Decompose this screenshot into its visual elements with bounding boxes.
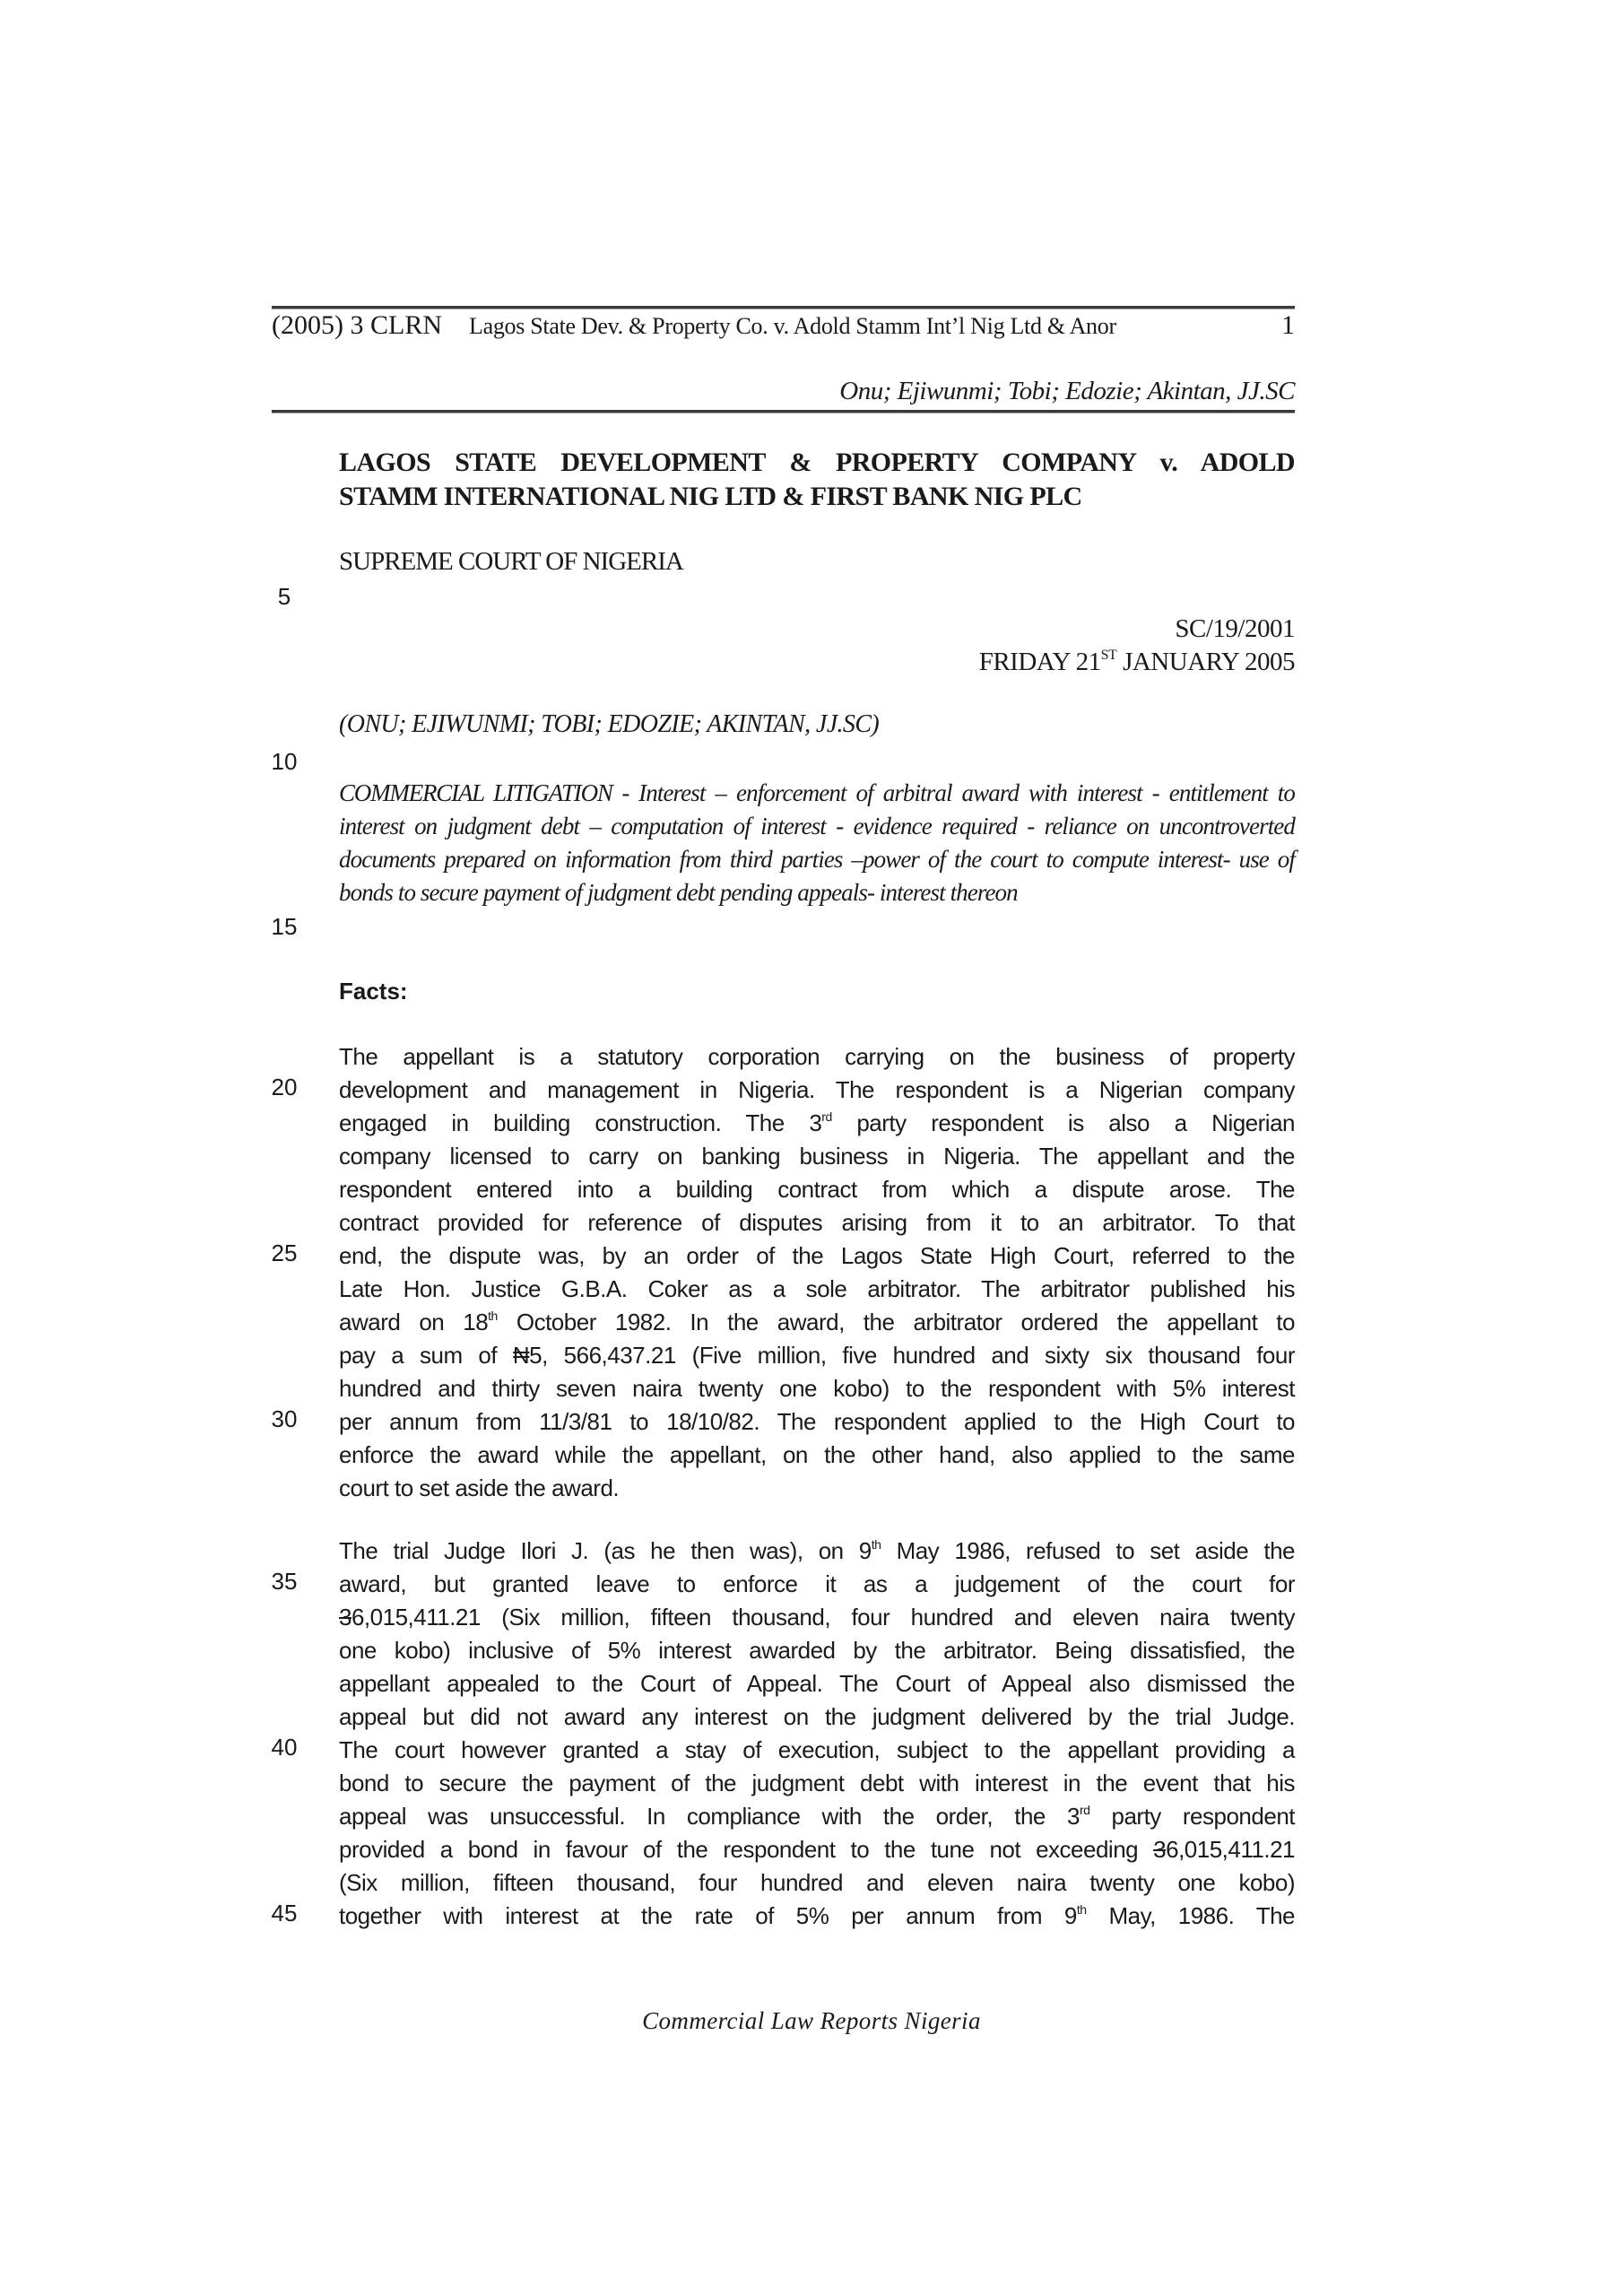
text-line: provided a bond in favour of the respondent to the tune not exceeding 36,015,411.21 <box>339 1836 1295 1863</box>
judgment-date: FRIDAY 21ST JANUARY 2005 <box>978 648 1295 676</box>
catchwords-heading: COMMERCIAL LITIGATION - <box>339 779 629 806</box>
text-line: hundred and thirty seven naira twenty one kobo) to the respondent with 5% interest <box>339 1375 1295 1402</box>
text-line: respondent entered into a building contract from which a dispute arose. The <box>339 1176 1295 1203</box>
case-title <box>339 446 1295 514</box>
facts-paragraph-2 <box>339 1535 1295 1933</box>
text-line: The court however granted a stay of execution, subject to the appellant providing a <box>339 1736 1295 1763</box>
running-header <box>272 310 1295 346</box>
text-line: appeal was unsuccessful. In compliance with the order, the 3rd party respondent <box>339 1803 1295 1830</box>
text-line: bond to secure the payment of the judgment debt with interest in the event that his <box>339 1770 1295 1796</box>
text-line: appellant appealed to the Court of Appeal. The Court of Appeal also dismissed the <box>339 1670 1295 1697</box>
ordinal-suffix: th <box>488 1309 498 1323</box>
ordinal-suffix: th <box>871 1537 881 1552</box>
case-title-line-2: STAMM INTERNATIONAL NIG LTD & FIRST BANK NIG PLC <box>339 482 1082 511</box>
line-number: 10 <box>271 748 298 775</box>
text-line: end, the dispute was, by an order of the Lagos State High Court, referred to the <box>339 1242 1295 1269</box>
header-judges: Onu; Ejiwunmi; Tobi; Edozie; Akintan, JJ.SC <box>839 377 1295 405</box>
text-line: appeal but did not award any interest on the judgment delivered by the trial Judge. <box>339 1703 1295 1730</box>
coram: (ONU; EJIWUNMI; TOBI; EDOZIE; AKINTAN, JJ.SC) <box>339 710 880 738</box>
text-line: engaged in building construction. The 3rd party respondent is also a Nigerian <box>339 1109 1295 1136</box>
line-number: 20 <box>271 1074 298 1100</box>
ordinal-suffix: rd <box>1079 1803 1090 1817</box>
suit-number: SC/19/2001 <box>1175 614 1295 643</box>
line-number: 45 <box>271 1900 298 1926</box>
header-top-rule <box>272 306 1295 309</box>
line-number: 30 <box>271 1405 298 1432</box>
text-line: enforce the award while the appellant, on the other hand, also applied to the same <box>339 1441 1295 1468</box>
header-bottom-rule <box>272 410 1295 413</box>
suit-details <box>979 613 1295 679</box>
currency-symbol: 3 <box>1153 1836 1167 1863</box>
catchwords <box>339 777 1295 909</box>
catchwords-text: Interest – enforcement of arbitral award with interest - entitlement to interest on judgment debt – computation of interest - evidence required - reliance on uncontroverted documents prepared on information from third parties –power of the court to compute interest- use of bonds to secure payment of judgment debt pending appeals- interest thereon <box>339 779 1296 906</box>
ordinal-suffix: th <box>1076 1902 1087 1917</box>
text-line: development and management in Nigeria. The respondent is a Nigerian company <box>339 1076 1295 1103</box>
ordinal-suffix: rd <box>821 1109 832 1124</box>
court-name: SUPREME COURT OF NIGERIA <box>339 547 683 576</box>
page-number: 1 <box>1281 310 1295 340</box>
footer-publication: Commercial Law Reports Nigeria <box>642 2007 981 2034</box>
text-line: award, but granted leave to enforce it as a judgement of the court for <box>339 1570 1295 1597</box>
text-line: one kobo) inclusive of 5% interest awarded by the arbitrator. Being dissatisfied, the <box>339 1637 1295 1664</box>
text-line: (Six million, fifteen thousand, four hundred and eleven naira twenty one kobo) <box>339 1869 1295 1896</box>
citation: (2005) 3 CLRN <box>272 310 442 340</box>
text-line: 36,015,411.21 (Six million, fifteen thousand, four hundred and eleven naira twenty <box>339 1604 1295 1631</box>
running-title: Lagos State Dev. & Property Co. v. Adold Stamm Int’l Nig Ltd & Anor <box>469 313 1116 339</box>
line-number: 25 <box>271 1239 298 1266</box>
facts-heading: Facts: <box>339 978 408 1004</box>
case-title-line-1: LAGOS STATE DEVELOPMENT & PROPERTY COMPANY v. ADOLD <box>339 448 1295 477</box>
text-line: court to set aside the award. <box>339 1474 620 1501</box>
currency-symbol: 3 <box>339 1604 352 1631</box>
line-number: 15 <box>271 913 298 940</box>
text-line: company licensed to carry on banking business in Nigeria. The appellant and the <box>339 1143 1295 1170</box>
line-number: 5 <box>277 583 291 610</box>
text-line: The trial Judge Ilori J. (as he then was), on 9th May 1986, refused to set aside the <box>339 1537 1295 1564</box>
text-line: pay a sum of ₦5, 566,437.21 (Five million, five hundred and sixty six thousand four <box>339 1342 1295 1369</box>
text-line: together with interest at the rate of 5% per annum from 9th May, 1986. The <box>339 1902 1295 1929</box>
text-line: award on 18th October 1982. In the award, the arbitrator ordered the appellant to <box>339 1309 1295 1335</box>
facts-paragraph-1 <box>339 1040 1295 1505</box>
line-number: 40 <box>271 1734 298 1761</box>
text-line: Late Hon. Justice G.B.A. Coker as a sole arbitrator. The arbitrator published his <box>339 1275 1295 1302</box>
text-line: contract provided for reference of disputes arising from it to an arbitrator. To that <box>339 1209 1295 1236</box>
text-line: per annum from 11/3/81 to 18/10/82. The respondent applied to the High Court to <box>339 1408 1295 1435</box>
line-number: 35 <box>271 1568 298 1595</box>
text-line: The appellant is a statutory corporation carrying on the business of property <box>339 1043 1295 1070</box>
